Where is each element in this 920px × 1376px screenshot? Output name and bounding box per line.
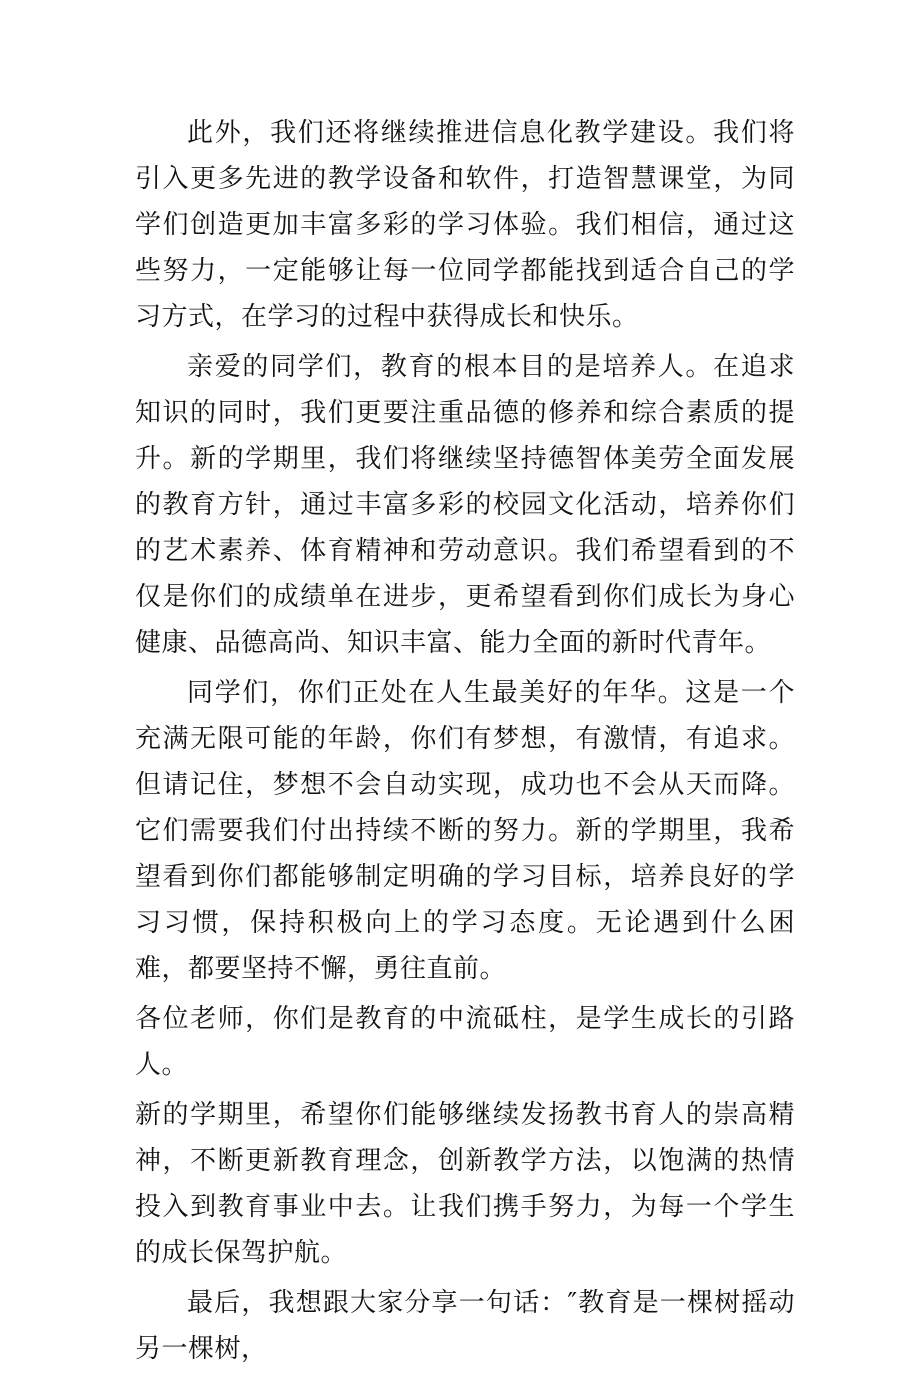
paragraph-new-semester: 新的学期里，希望你们能够继续发扬教书育人的崇高精神，不断更新教育理念，创新教学方法，以饱满的热情投入到教育事业中去。让我们携手努力，为每一个学生的成长保驾护航。 (135, 1100, 795, 1268)
document-body (135, 110, 795, 1376)
paragraph-dear-students: 亲爱的同学们，教育的根本目的是培养人。在追求知识的同时，我们更要注重品德的修养和综合素质的提升。新的学期里，我们将继续坚持德智体美劳全面发展的教育方针，通过丰富多彩的校园文化活动，培养你们的艺术素养、体育精神和劳动意识。我们希望看到的不仅是你们的成绩单在进步，更希望看到你们成长为身心健康、品德高尚、知识丰富、能力全面的新时代青年。 (135, 352, 795, 658)
paragraph-teachers: 各位老师，你们是教育的中流砥柱，是学生成长的引路人。 (135, 1004, 795, 1080)
paragraph-youth: 同学们，你们正处在人生最美好的年华。这是一个充满无限可能的年龄，你们有梦想，有激情，有追求。但请记住，梦想不会自动实现，成功也不会从天而降。它们需要我们付出持续不断的努力。新的学期里，我希望看到你们都能够制定明确的学习目标，培养良好的学习习惯，保持积极向上的学习态度。无论遇到什么困难，都要坚持不懈，勇往直前。 (135, 678, 795, 984)
paragraph-closing-quote: 最后，我想跟大家分享一句话：″教育是一棵树摇动另一棵树， (135, 1288, 795, 1364)
paragraph-informatization: 此外，我们还将继续推进信息化教学建设。我们将引入更多先进的教学设备和软件，打造智慧课堂，为同学们创造更加丰富多彩的学习体验。我们相信，通过这些努力，一定能够让每一位同学都能找到适合自己的学习方式，在学习的过程中获得成长和快乐。 (135, 118, 795, 332)
